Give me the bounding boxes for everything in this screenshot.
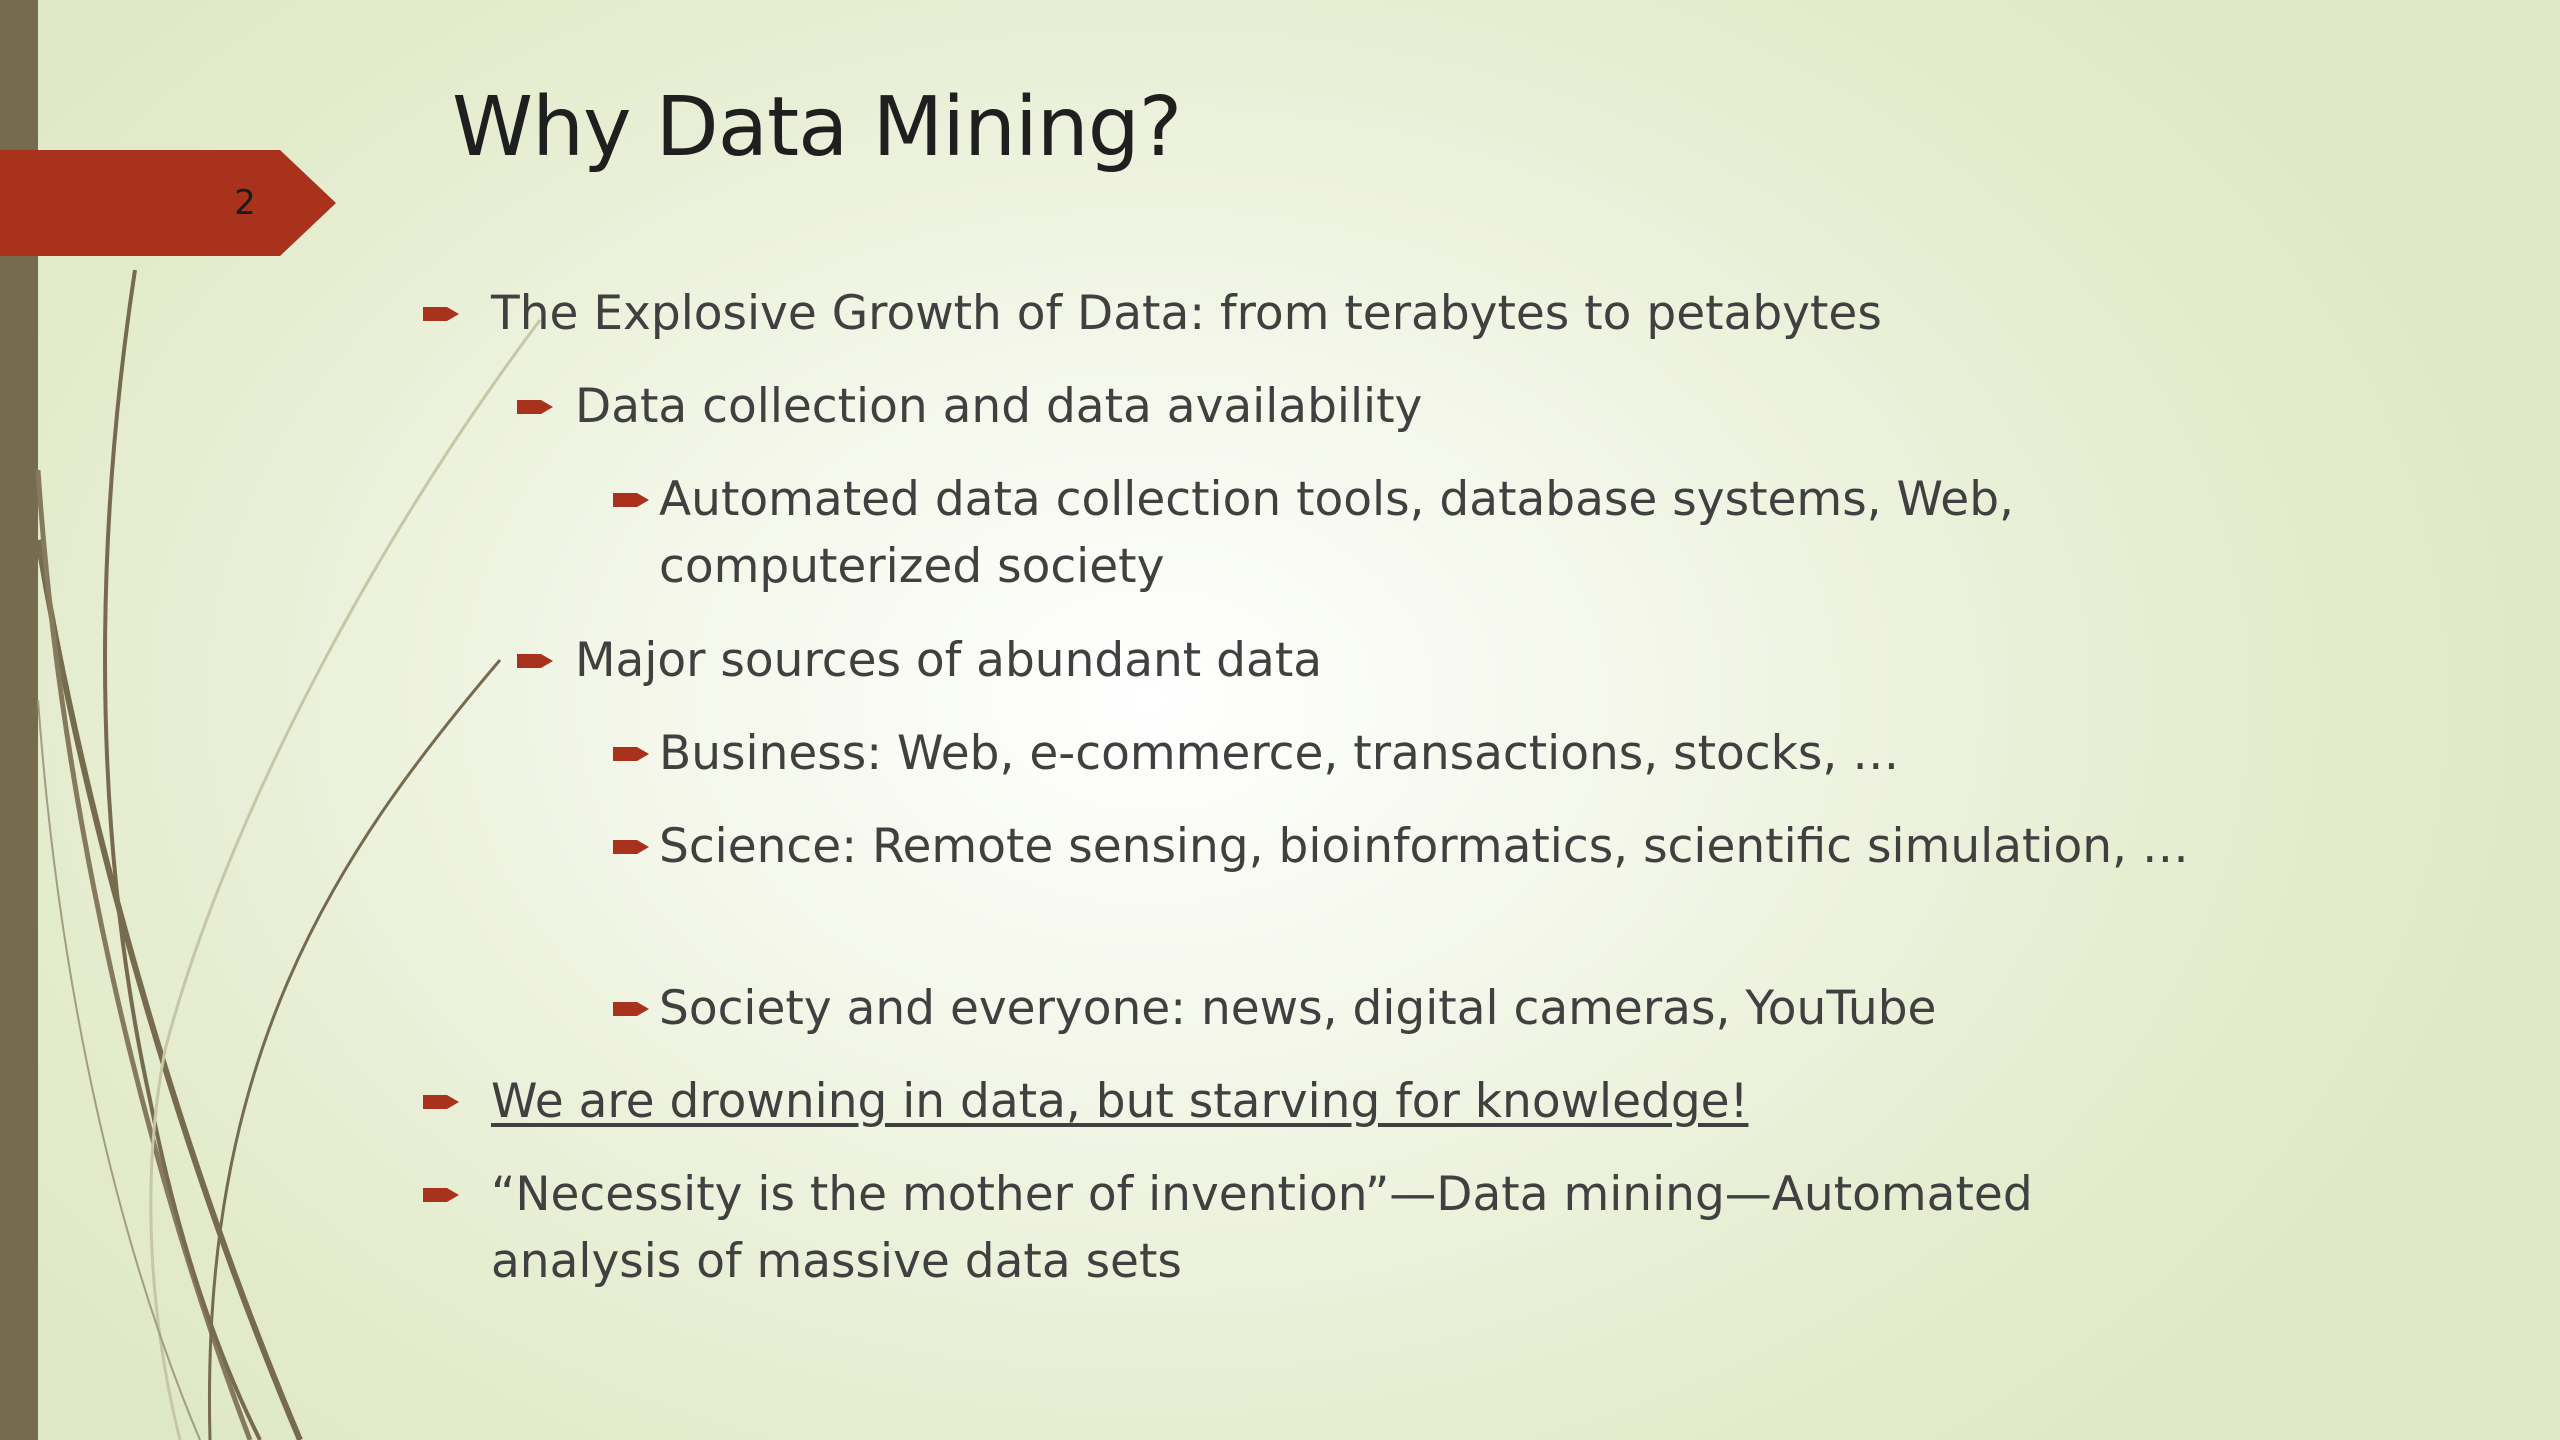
bullet-item xyxy=(659,720,2189,787)
bullet-item xyxy=(659,813,2189,880)
arrow-bullet-icon xyxy=(613,999,651,1019)
bullet-text: The Explosive Growth of Data: from terabytes to petabytes xyxy=(491,286,1882,341)
bullet-text: We are drowning in data, but starving for knowledge! xyxy=(491,1074,1749,1129)
arrow-bullet-icon xyxy=(613,744,651,764)
slide-number: 2 xyxy=(234,183,256,223)
bullet-item xyxy=(575,627,2175,694)
arrow-bullet-icon xyxy=(613,490,651,510)
bullet-text: Major sources of abundant data xyxy=(575,633,1323,688)
slide-title: Why Data Mining? xyxy=(452,80,1182,175)
bullet-item xyxy=(575,373,2175,440)
arrow-bullet-icon xyxy=(613,837,651,857)
bullet-item xyxy=(659,975,2189,1042)
bullet-text: Business: Web, e-commerce, transactions, stocks, … xyxy=(659,726,1900,781)
bullet-text: Automated data collection tools, database systems, Web, computerized society xyxy=(659,472,2014,594)
bullet-text: “Necessity is the mother of invention”—Data mining—Automated analysis of massive data sets xyxy=(491,1167,2033,1289)
bullet-text: Society and everyone: news, digital cameras, YouTube xyxy=(659,981,1937,1036)
bullet-item xyxy=(491,280,2191,347)
bullet-item xyxy=(491,1068,2191,1135)
bullet-item xyxy=(659,466,2189,600)
bullet-item xyxy=(491,1161,2191,1295)
bullet-text: Data collection and data availability xyxy=(575,379,1423,434)
bullet-text: Science: Remote sensing, bioinformatics, scientific simulation, … xyxy=(659,819,2189,874)
